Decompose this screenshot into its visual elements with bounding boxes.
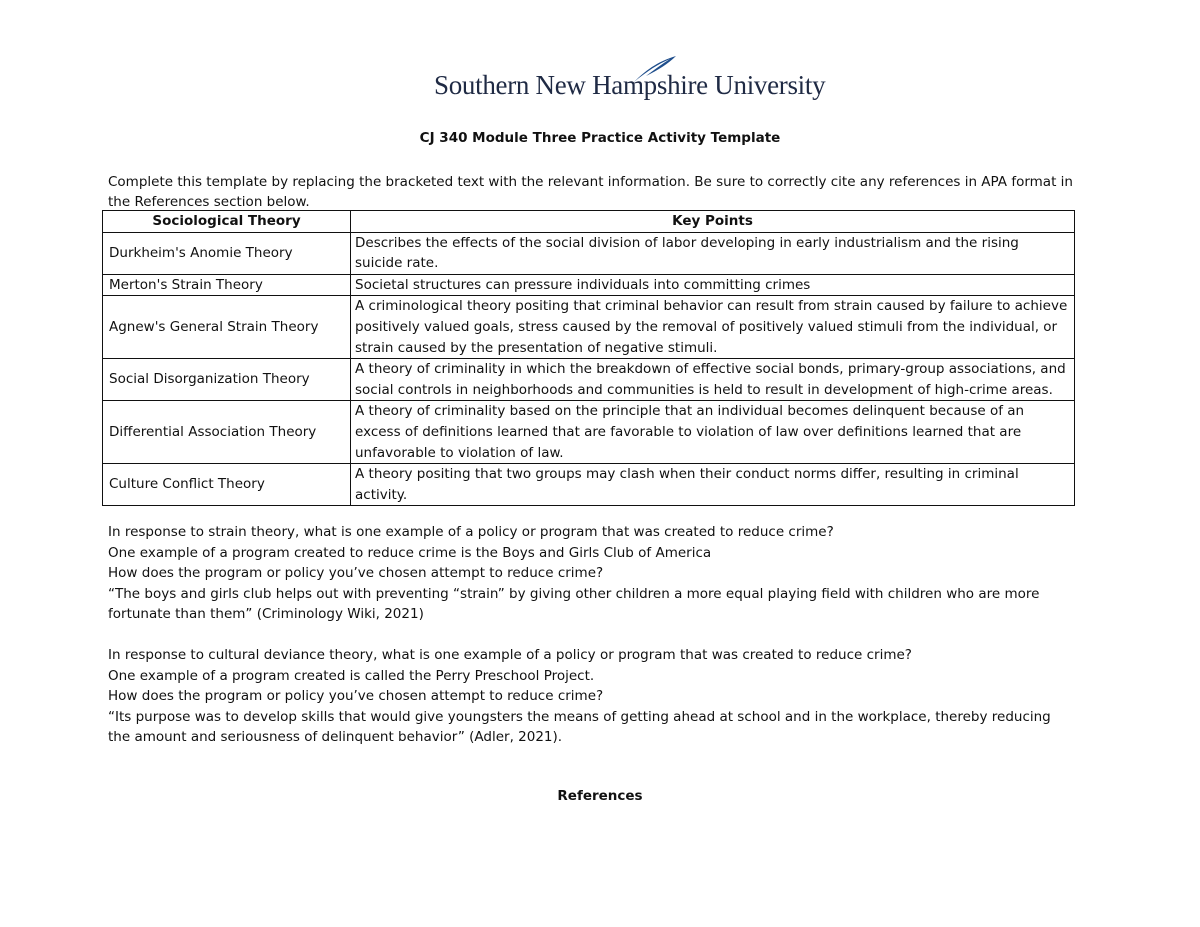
table-row <box>103 232 1075 274</box>
references-heading: References <box>557 788 643 804</box>
theory-key-points: A criminological theory positing that criminal behavior can result from strain caused by failure to achieve positively valued goals, stress caused by the removal of positively valued stimuli from the individual, or strain caused by the presentation of negative stimuli. <box>351 296 1075 359</box>
theory-name: Social Disorganization Theory <box>103 359 351 401</box>
table-row <box>103 296 1075 359</box>
theory-name: Merton's Strain Theory <box>103 274 351 296</box>
question-text: In response to strain theory, what is one example of a policy or program that was created to reduce crime? <box>108 524 834 540</box>
table-header-row <box>103 211 1075 233</box>
column-header-theory: Sociological Theory <box>103 211 351 233</box>
cultural-deviance-section <box>108 645 1074 748</box>
theory-name: Agnew's General Strain Theory <box>103 296 351 359</box>
question-text: In response to cultural deviance theory, what is one example of a policy or program that was created to reduce crime? <box>108 647 912 663</box>
theory-table <box>102 210 1075 506</box>
theory-key-points: A theory of criminality in which the breakdown of effective social bonds, primary-group associations, and social controls in neighborhoods and communities is held to result in development of high-crime areas. <box>351 359 1075 401</box>
table-row <box>103 359 1075 401</box>
answer-text: “The boys and girls club helps out with preventing “strain” by giving other children a more equal playing field with children who are more fortunate than them” (Criminology Wiki, 2021) <box>108 585 1040 623</box>
theory-key-points: Societal structures can pressure individuals into committing crimes <box>351 274 1075 296</box>
answer-text: “Its purpose was to develop skills that would give youngsters the means of getting ahead at school and in the workplace, thereby reducing the amount and seriousness of delinquent behavior” (Adler, 2021). <box>108 708 1051 746</box>
table-row <box>103 274 1075 296</box>
theory-key-points: A theory positing that two groups may clash when their conduct norms differ, resulting in criminal activity. <box>351 464 1075 506</box>
page-title: CJ 340 Module Three Practice Activity Template <box>419 130 781 146</box>
theory-name: Culture Conflict Theory <box>103 464 351 506</box>
theory-key-points: A theory of criminality based on the principle that an individual becomes delinquent because of an excess of definitions learned that are favorable to violation of law over definitions learned that are unfavorable to violation of law. <box>351 401 1075 464</box>
theory-name: Differential Association Theory <box>103 401 351 464</box>
answer-text: One example of a program created to reduce crime is the Boys and Girls Club of America <box>108 544 712 561</box>
theory-key-points: Describes the effects of the social division of labor developing in early industrialism and the rising suicide rate. <box>351 232 1075 274</box>
theory-name: Durkheim's Anomie Theory <box>103 232 351 274</box>
column-header-key-points: Key Points <box>351 211 1075 233</box>
table-row <box>103 464 1075 506</box>
intro-paragraph: Complete this template by replacing the bracketed text with the relevant information. Be sure to correctly cite any references in APA format in the References section below. <box>108 174 1073 210</box>
question-text: How does the program or policy you’ve chosen attempt to reduce crime? <box>108 688 604 705</box>
logo-text: Southern New Hampshire University <box>434 70 826 100</box>
university-logo <box>434 54 826 104</box>
question-text: How does the program or policy you’ve chosen attempt to reduce crime? <box>108 565 604 582</box>
table-row <box>103 401 1075 464</box>
answer-text: One example of a program created is called the Perry Preschool Project. <box>108 667 595 684</box>
strain-theory-section <box>108 522 1074 625</box>
